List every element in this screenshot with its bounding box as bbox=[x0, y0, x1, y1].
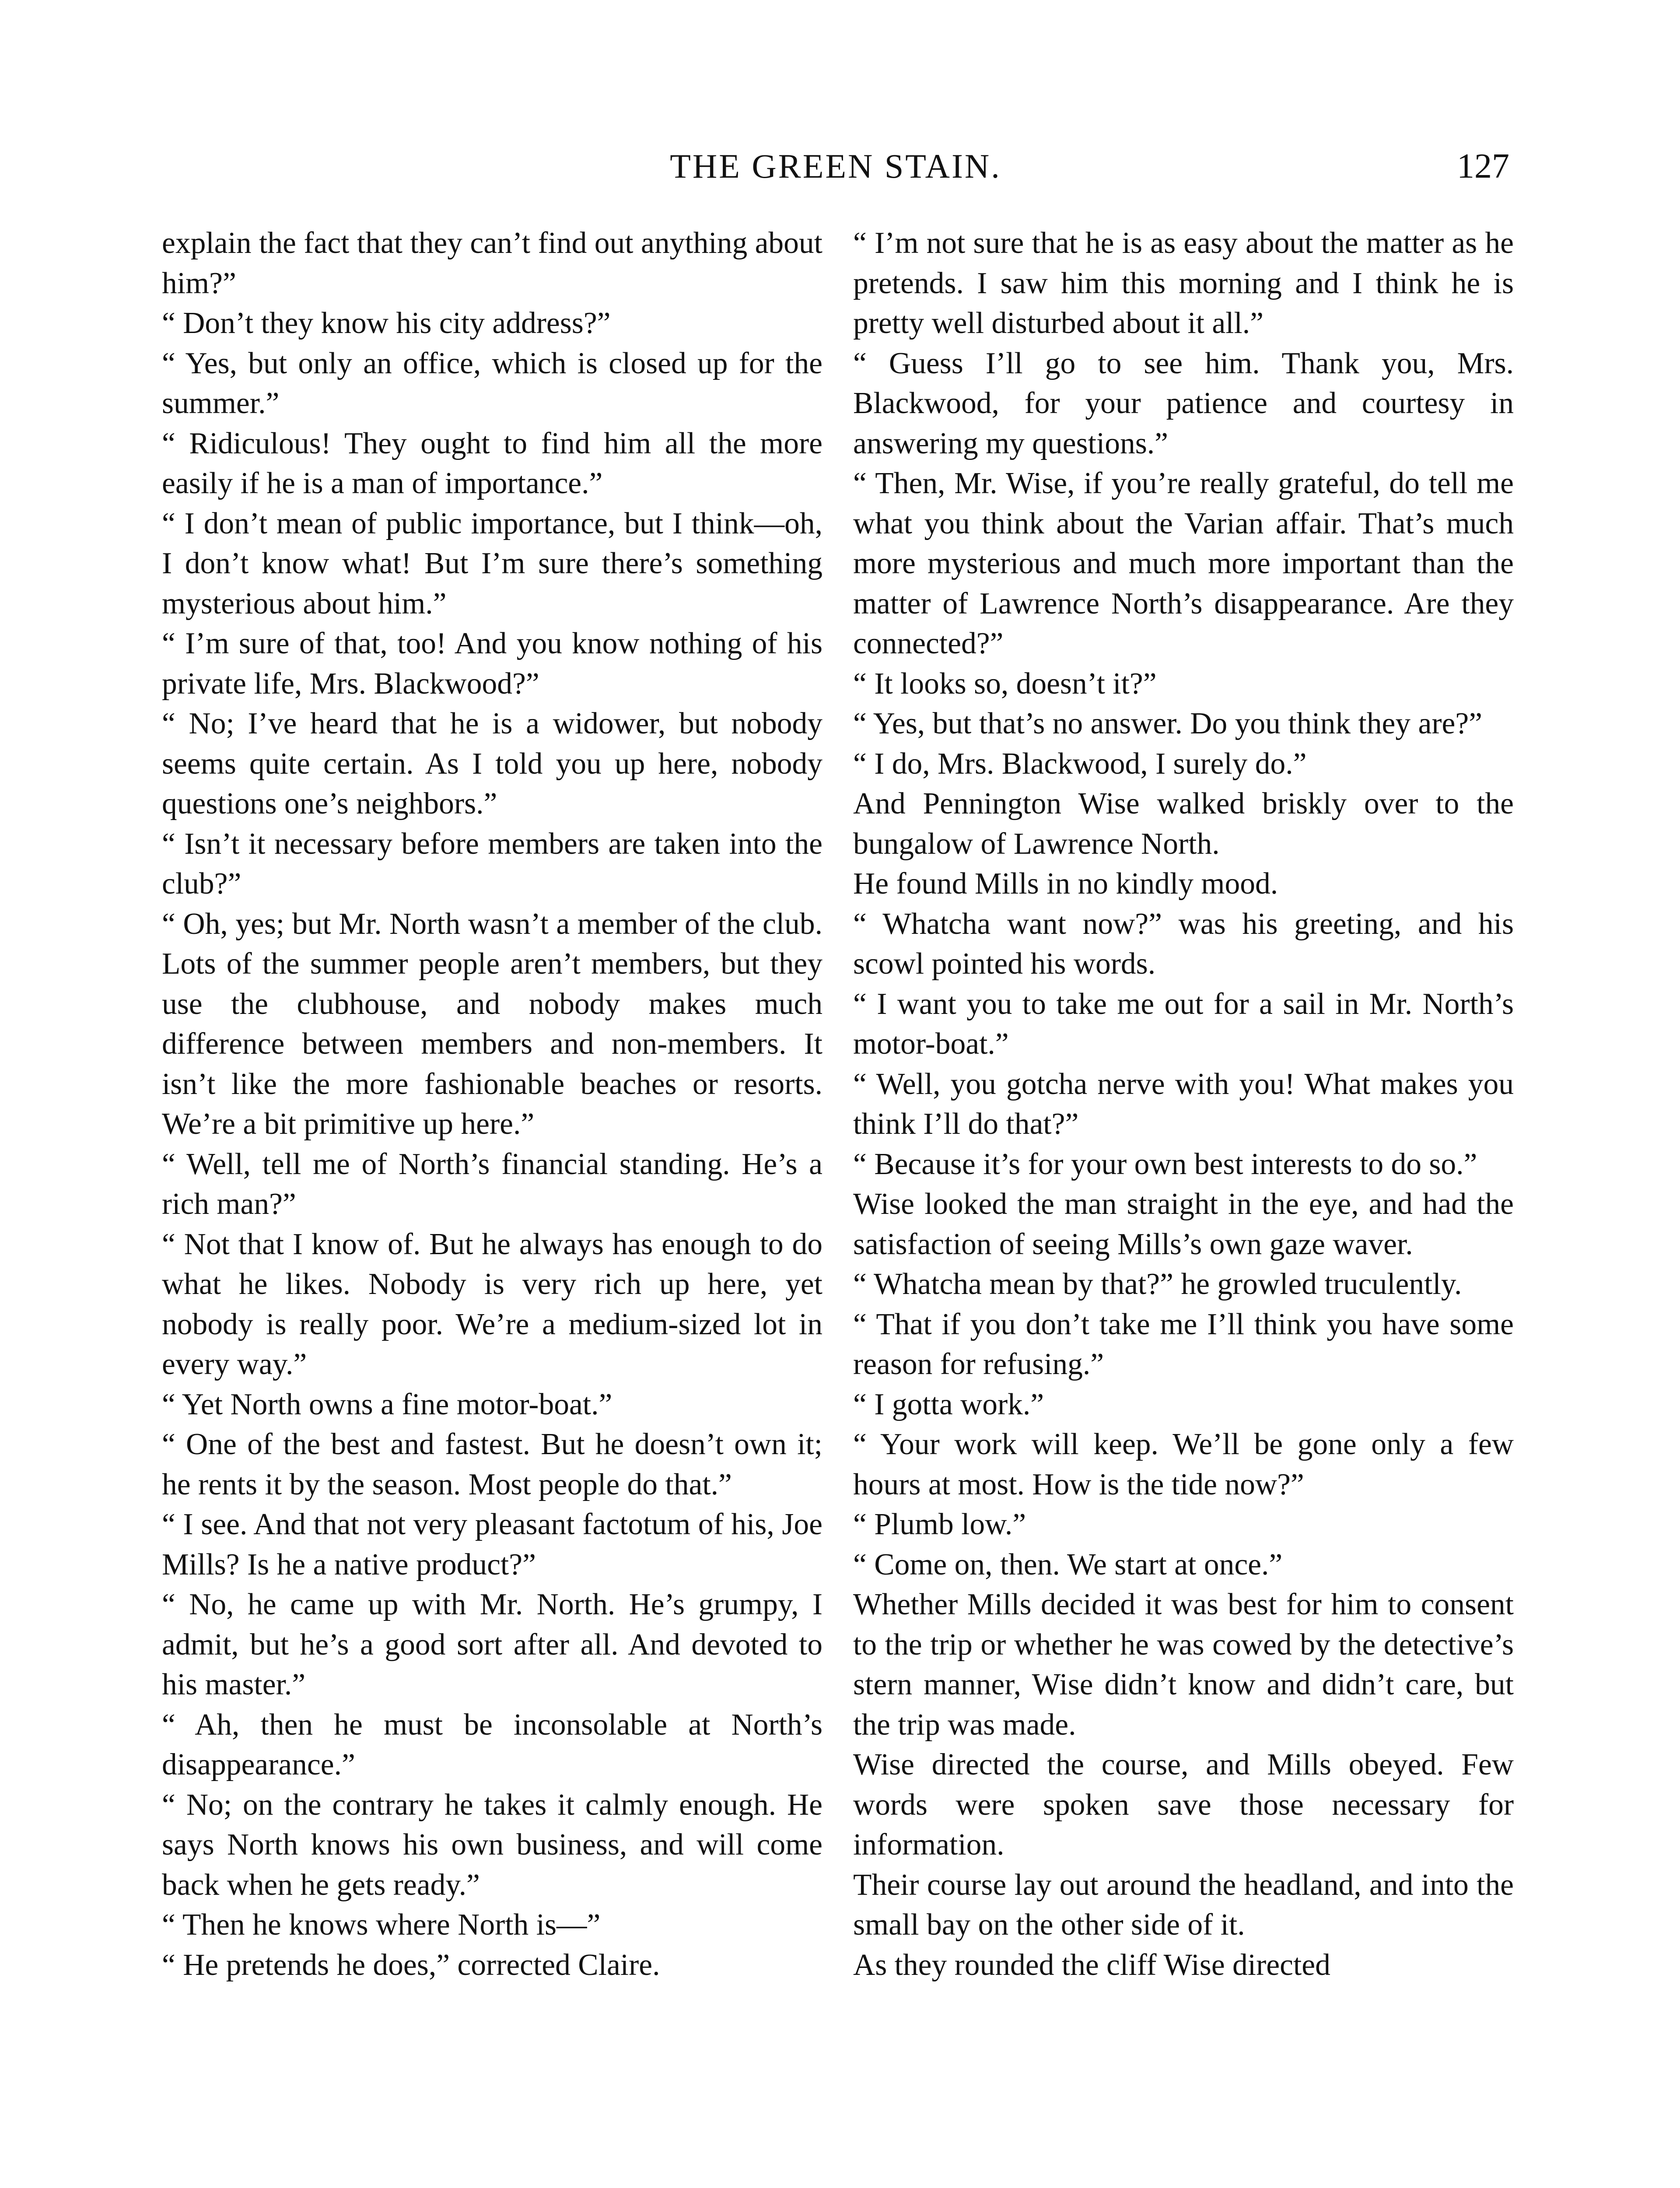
paragraph: And Pennington Wise walked briskly over to the bungalow of Lawrence North. bbox=[853, 787, 1514, 861]
paragraph: “ I do, Mrs. Blackwood, I surely do.” bbox=[853, 747, 1307, 781]
paragraph: Wise directed the course, and Mills obeyed. Few words were spoken save those necessary for information. bbox=[853, 1748, 1514, 1862]
paragraph: Wise looked the man straight in the eye, and had the satisfaction of seeing Mills’s own gaze waver. bbox=[853, 1187, 1514, 1261]
paragraph: “ Ah, then he must be inconsolable at North’s disappearance.” bbox=[162, 1708, 822, 1781]
paragraph: “ Yes, but that’s no answer. Do you think they are?” bbox=[853, 707, 1483, 740]
paragraph: “ Not that I know of. But he always has enough to do what he likes. Nobody is very rich up here, yet nobody is really poor. We’re a medium-sized lot in every way.” bbox=[162, 1227, 822, 1381]
paragraph: “ It looks so, doesn’t it?” bbox=[853, 666, 1157, 701]
paragraph: “ I gotta work.” bbox=[853, 1387, 1044, 1421]
right-column bbox=[853, 223, 1514, 1985]
paragraph: Whether Mills decided it was best for him to consent to the trip or whether he was cowed by the detective’s stern manner, Wise didn’t know and didn’t care, but the trip was made. bbox=[853, 1588, 1514, 1742]
running-title: THE GREEN STAIN. bbox=[670, 147, 1001, 185]
paragraph: “ I see. And that not very pleasant factotum of his, Joe Mills? Is he a native product?” bbox=[162, 1508, 822, 1581]
paragraph: “ I don’t mean of public importance, but I think—oh, I don’t know what! But I’m sure there’s something mysterious about him.” bbox=[162, 506, 822, 621]
paragraph: He found Mills in no kindly mood. bbox=[853, 867, 1278, 901]
page-header bbox=[162, 140, 1509, 193]
paragraph: “ Ridiculous! They ought to find him all the more easily if he is a man of importance.” bbox=[162, 426, 822, 500]
paragraph: “ One of the best and fastest. But he doesn’t own it; he rents it by the season. Most people do that.” bbox=[162, 1427, 822, 1501]
paragraph: “ Because it’s for your own best interests to do so.” bbox=[853, 1147, 1477, 1181]
paragraph: “ Well, you gotcha nerve with you! What makes you think I’ll do that?” bbox=[853, 1067, 1514, 1141]
paragraph: “ Yes, but only an office, which is closed up for the summer.” bbox=[162, 346, 822, 420]
paragraph: “ Yet North owns a fine motor-boat.” bbox=[162, 1387, 612, 1421]
page-number: 127 bbox=[1457, 147, 1509, 186]
paragraph: “ Oh, yes; but Mr. North wasn’t a member of the club. Lots of the summer people aren’t members, but they use the clubhouse, and nobody makes much difference between members and non-members. It isn’t like the more fashionable beaches or resorts. We’re a bit primitive up here.” bbox=[162, 907, 822, 1141]
paragraph: “ No; on the contrary he takes it calmly enough. He says North knows his own business, and will come back when he gets ready.” bbox=[162, 1788, 822, 1902]
paragraph: Their course lay out around the headland, and into the small bay on the other side of it. bbox=[853, 1868, 1514, 1942]
paragraph: “ No; I’ve heard that he is a widower, but nobody seems quite certain. As I told you up here, nobody questions one’s neighbors.” bbox=[162, 707, 822, 820]
paragraph: “ Come on, then. We start at once.” bbox=[853, 1547, 1283, 1581]
paragraph: “ Isn’t it necessary before members are taken into the club?” bbox=[162, 827, 822, 901]
paragraph: As they rounded the cliff Wise directed bbox=[853, 1948, 1330, 1982]
paragraph: “ Don’t they know his city address?” bbox=[162, 306, 611, 340]
paragraph: “ Plumb low.” bbox=[853, 1508, 1026, 1541]
paragraph: “ That if you don’t take me I’ll think you have some reason for refusing.” bbox=[853, 1307, 1514, 1381]
paragraph: “ I’m not sure that he is as easy about the matter as he pretends. I saw him this morning and I think he is pretty well disturbed about it all.” bbox=[853, 226, 1514, 340]
paragraph: “ Whatcha want now?” was his greeting, and his scowl pointed his words. bbox=[853, 907, 1514, 981]
paragraph: “ Well, tell me of North’s financial standing. He’s a rich man?” bbox=[162, 1147, 822, 1221]
paragraph: “ I want you to take me out for a sail in Mr. North’s motor-boat.” bbox=[853, 987, 1514, 1061]
paragraph: “ Your work will keep. We’ll be gone only a few hours at most. How is the tide now?” bbox=[853, 1427, 1514, 1501]
paragraph: “ I’m sure of that, too! And you know nothing of his private life, Mrs. Blackwood?” bbox=[162, 627, 822, 701]
paragraph: “ He pretends he does,” corrected Claire. bbox=[162, 1948, 660, 1982]
paragraph: “ Then, Mr. Wise, if you’re really grateful, do tell me what you think about the Varian affair. That’s much more mysterious and much more important than the matter of Lawrence North’s disappearance. Are they connected?” bbox=[853, 466, 1514, 660]
paragraph: “ Then he knows where North is—” bbox=[162, 1908, 601, 1942]
paragraph: “ Whatcha mean by that?” he growled truculently. bbox=[853, 1267, 1462, 1301]
paragraph: explain the fact that they can’t find out anything about him?” bbox=[162, 226, 822, 300]
left-column bbox=[162, 223, 822, 1985]
paragraph: “ Guess I’ll go to see him. Thank you, Mrs. Blackwood, for your patience and courtesy in answering my questions.” bbox=[853, 346, 1514, 460]
paragraph: “ No, he came up with Mr. North. He’s grumpy, I admit, but he’s a good sort after all. And devoted to his master.” bbox=[162, 1588, 822, 1701]
